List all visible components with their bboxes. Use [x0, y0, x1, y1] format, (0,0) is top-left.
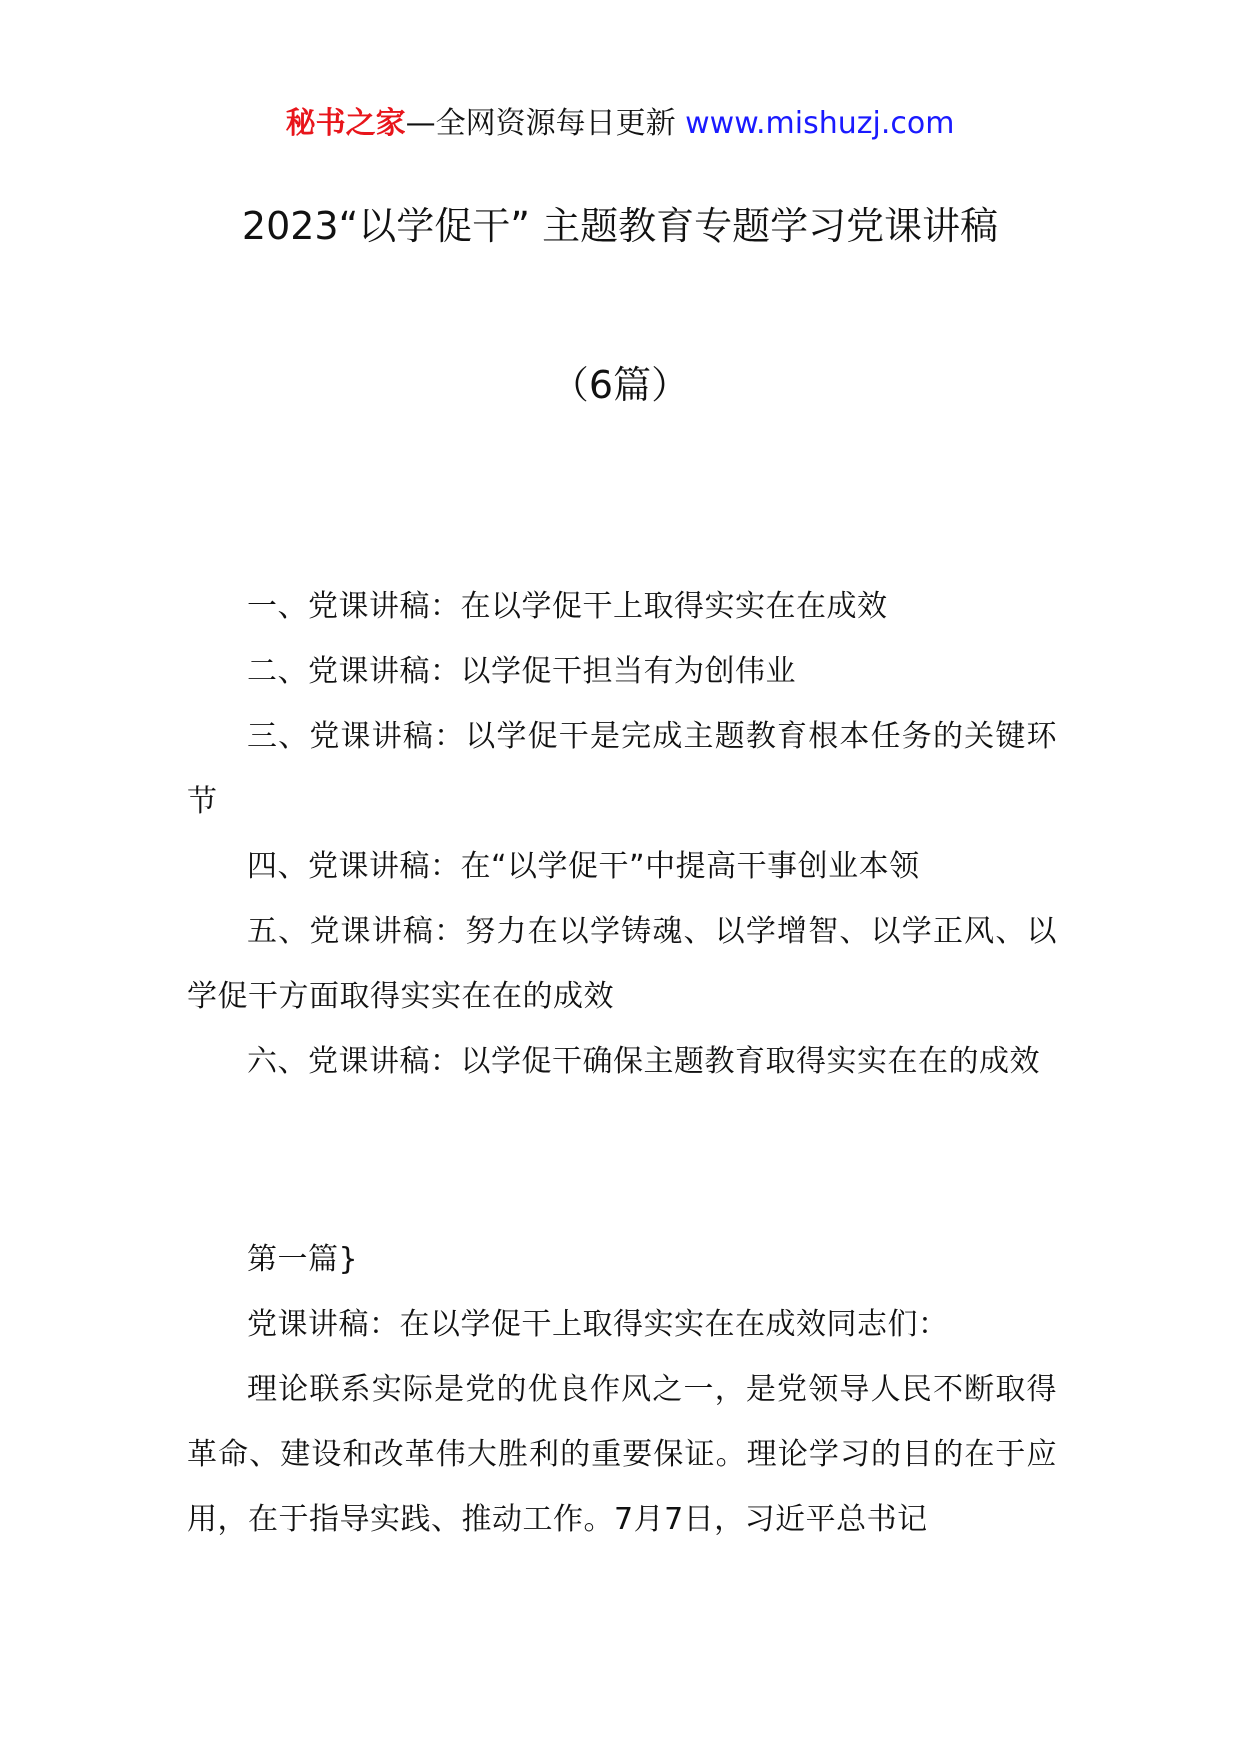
table-of-contents: [187, 574, 1057, 1094]
toc-item-5: 五、党课讲稿：努力在以学铸魂、以学增智、以学正风、以学促干方面取得实实在在的成效: [187, 914, 1057, 1014]
site-header: [0, 100, 1240, 148]
article-body: [187, 1227, 1057, 1552]
document-subtitle: （6篇）: [550, 363, 690, 407]
document-title: 2023“以学促干” 主题教育专题学习党课讲稿: [241, 204, 999, 248]
site-url-link[interactable]: www.mishuzj.com: [685, 106, 955, 141]
toc-item-6: 六、党课讲稿：以学促干确保主题教育取得实实在在的成效: [247, 1044, 1040, 1079]
site-tagline: —全网资源每日更新: [405, 106, 686, 141]
section-heading: 党课讲稿：在以学促干上取得实实在在成效同志们：: [247, 1307, 949, 1342]
toc-item-3: 三、党课讲稿：以学促干是完成主题教育根本任务的关键环节: [187, 719, 1057, 819]
site-name: 秘书之家: [285, 106, 406, 141]
section-label: 第一篇}: [247, 1242, 359, 1277]
toc-item-4: 四、党课讲稿：在“以学促干”中提高干事创业本领: [247, 849, 920, 884]
toc-item-2: 二、党课讲稿：以学促干担当有为创伟业: [247, 654, 796, 689]
body-paragraph: 理论联系实际是党的优良作风之一，是党领导人民不断取得革命、建设和改革伟大胜利的重要保证。理论学习的目的在于应用，在于指导实践、推动工作。7月7日，习近平总书记: [187, 1372, 1057, 1537]
toc-item-1: 一、党课讲稿：在以学促干上取得实实在在成效: [247, 589, 888, 624]
